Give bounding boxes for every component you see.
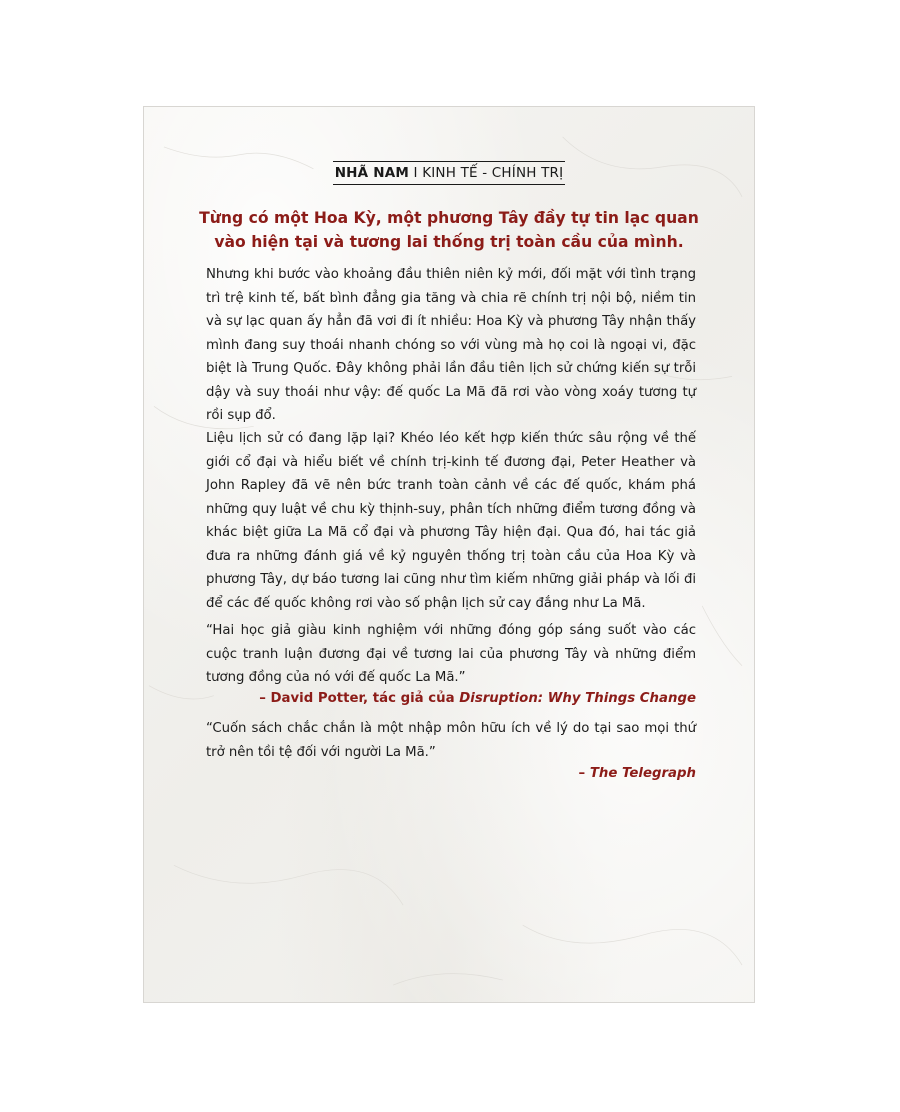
quote-2-author: – — [578, 766, 590, 781]
paragraph-2: Liệu lịch sử có đang lặp lại? Khéo léo kết hợp kiến thức sâu rộng về thế giới cổ đại và hiểu biết về chính trị-kinh tế đương đại, Peter Heather và John Rapley đã vẽ nên bức tranh toàn cảnh về các đế quốc, khám phá những quy luật về chu kỳ thịnh-suy, phân tích những điểm tương đồng và khác biệt giữa La Mã cổ đại và phương Tây hiện đại. Qua đó, hai tác giả đưa ra những đánh giá về kỷ nguyên thống trị toàn cầu của Hoa Kỳ và phương Tây, dự báo tương lai cũng như tìm kiếm những giải pháp và lối đi để các đế quốc không rơi vào số phận lịch sử cay đắng như La Mã. — [206, 431, 696, 611]
quote-1-text: “Hai học giả giàu kinh nghiệm với những đóng góp sáng suốt vào các cuộc tranh luận đương đại về tương lai của phương Tây và những điểm tương đồng của nó với đế quốc La Mã.” — [206, 623, 696, 685]
header-separator: I — [409, 165, 423, 181]
paragraph-1: Nhưng khi bước vào khoảng đầu thiên niên kỷ mới, đối mặt với tình trạng trì trệ kinh tế, bất bình đẳng gia tăng và chia rẽ chính trị nội bộ, niềm tin và sự lạc quan ấy hẳn đã vơi đi ít nhiều: Hoa Kỳ và phương Tây nhận thấy mình đang suy thoái nhanh chóng so với vùng mà họ coi là ngoại vi, đặc biệt là Trung Quốc. Đây không phải lần đầu tiên lịch sử chứng kiến sự trỗi dậy và suy thoái như vậy: đế quốc La Mã đã rơi vào vòng xoáy tương tự rồi sụp đổ. — [206, 267, 696, 423]
publisher-header — [144, 161, 754, 185]
quote-1-author: – David Potter, tác giả của — [259, 691, 460, 706]
quote-2-work: The Telegraph — [589, 766, 696, 781]
category-label: KINH TẾ - CHÍNH TRỊ — [422, 165, 564, 181]
headline — [184, 206, 714, 254]
publisher-name: NHÃ NAM — [334, 165, 410, 181]
headline-line-2: vào hiện tại và tương lai thống trị toàn cầu của mình. — [214, 233, 684, 251]
book-back-cover — [143, 106, 755, 1003]
quote-1-attribution — [206, 687, 696, 711]
headline-line-1: Từng có một Hoa Kỳ, một phương Tây đầy tự tin lạc quan — [199, 209, 699, 227]
header-rule-box — [333, 161, 566, 185]
quote-1-work: Disruption: Why Things Change — [459, 691, 696, 706]
quote-2-attribution — [206, 762, 696, 786]
quote-2-text: “Cuốn sách chắc chắn là một nhập môn hữu ích về lý do tại sao mọi thứ trở nên tồi tệ đối với người La Mã.” — [206, 721, 696, 760]
